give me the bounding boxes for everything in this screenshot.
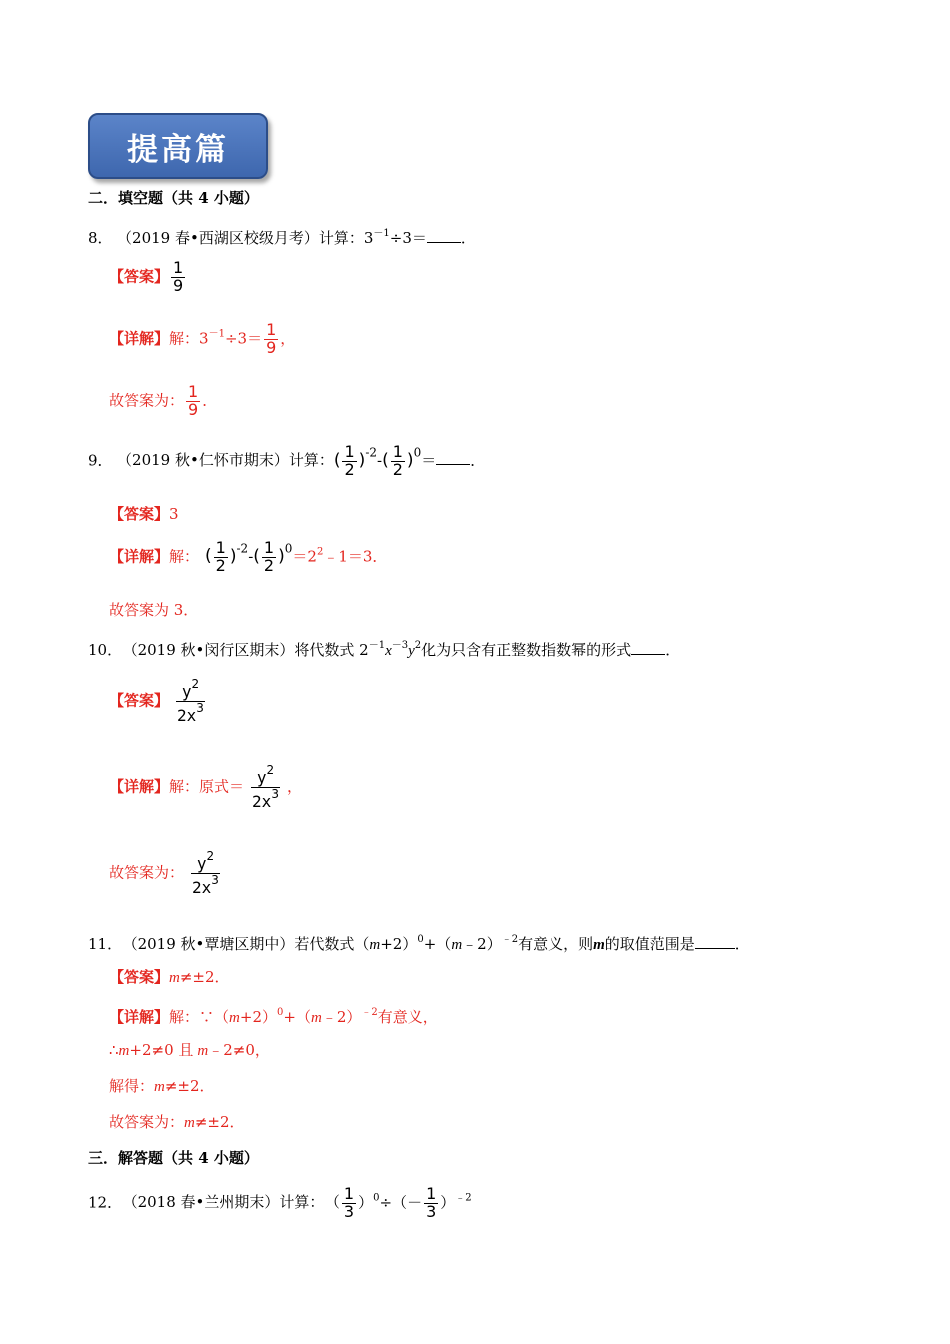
q11-conclusion: 故答案为：m≠±2． <box>109 1113 245 1131</box>
section-heading-fill-blank: 二．填空题（共 4 小题） <box>88 189 259 207</box>
question-number: 8． <box>88 229 113 247</box>
q9-answer: 【答案】3 <box>109 505 179 523</box>
q8-answer: 【答案】 $\frac{1}{9}$ <box>109 258 184 295</box>
q8-conclusion: 故答案为： $\frac{1}{9}$ ． <box>109 382 218 419</box>
answer-blank <box>631 640 665 655</box>
q8-detail: 【详解】解：$3^{-1}\div 3=$ $\frac{1}{9}$ ， <box>109 320 296 357</box>
q11-answer: 【答案】m≠±2． <box>109 968 230 986</box>
answer-blank <box>695 934 735 949</box>
section-banner <box>88 113 268 179</box>
section-heading-solution: 三．解答题（共 4 小题） <box>88 1149 259 1167</box>
question-9: 9． （2019 秋•仁怀市期末）计算：( $\frac{1}{2}$ )$^{-2}$-( $\frac{1}{2}$ )$^0$＝ ． <box>88 442 486 479</box>
q11-solve: 解得：m≠±2． <box>109 1077 215 1095</box>
q10-conclusion: 故答案为： $\frac{y^2}{2x^3}$ <box>109 850 227 897</box>
q9-conclusion: 故答案为 3． <box>109 601 199 619</box>
banner-title: 提高篇 <box>127 131 229 168</box>
q11-detail: 【详解】解：$\because(m+2)^0+(m﹣2)^{﹣2}$有意义， <box>109 1007 438 1026</box>
q10-detail: 【详解】解：原式＝ $\frac{y^2}{2x^3}$ ， <box>109 763 302 811</box>
q10-answer: 【答案】 $\frac{y^2}{2x^3}$ <box>109 678 212 725</box>
question-10: 10． （2019 秋•闵行区期末）将代数式 $2^{-1}x^{-3}y^2$化为只含有正整数指数幂的形式 ． <box>88 640 681 659</box>
detail-fraction: $\frac{1}{9}$ <box>266 320 277 357</box>
q11-step: ∴m+2≠0 且 m﹣2≠0， <box>109 1041 270 1059</box>
question-12: 12． （2018 春•兰州期末）计算： （ $\frac{1}{3}$ ）$^0$÷（－ $\frac{1}{3}$ ）$^{﹣2}$ <box>88 1184 472 1221</box>
answer-fraction: $\frac{y^2}{2x^3}$ <box>177 677 204 725</box>
conclusion-fraction: $\frac{1}{9}$ <box>188 382 199 419</box>
question-11: 11． （2019 秋•覃塘区期中）若代数式$(m+2)^0+(m﹣2)^{﹣2}$有意义，则m的取值范围是 ． <box>88 934 750 953</box>
detail-fraction: $\frac{y^2}{2x^3}$ <box>252 763 279 811</box>
answer-fraction: $\frac{1}{9}$ <box>173 258 184 295</box>
question-source: （2019 春•西湖区校级月考）计算： <box>124 229 364 247</box>
conclusion-fraction: $\frac{y^2}{2x^3}$ <box>192 849 219 897</box>
answer-blank <box>427 228 461 243</box>
question-8: 8． （2019 春•西湖区校级月考）计算：$3^{-1}\div 3=$ ． <box>88 228 476 247</box>
q9-detail: 【详解】解： ( $\frac{1}{2}$ )$^{-2}$-( $\frac{1}{2}$ )$^0=2^2﹣1=3$． <box>109 538 388 575</box>
answer-blank <box>436 450 470 465</box>
